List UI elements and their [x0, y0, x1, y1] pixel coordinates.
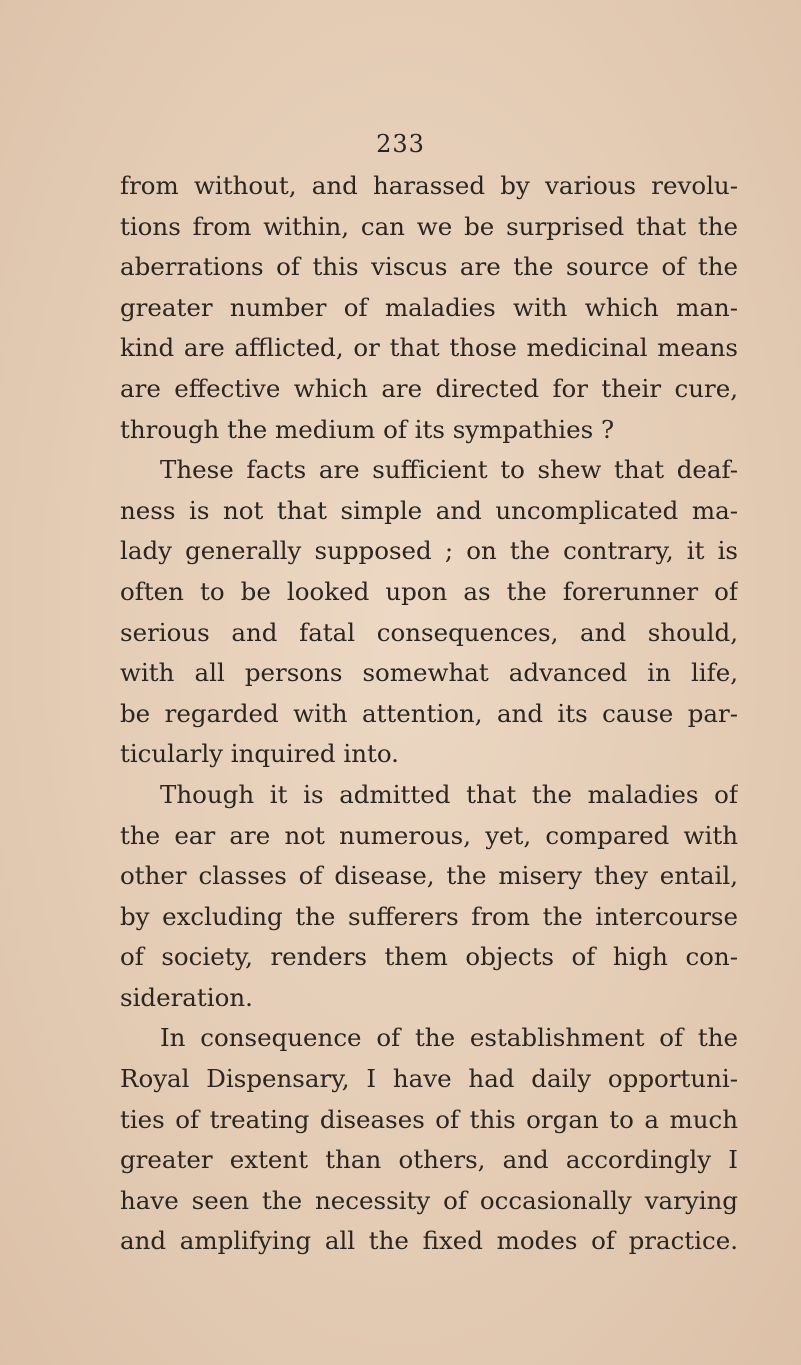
text-line: ness is not that simple and uncomplicated ma-	[120, 495, 738, 525]
text-line: kind are afflicted, or that those medicinal means	[120, 333, 738, 363]
text-line: through the medium of its sympathies ?	[120, 414, 615, 444]
text-line: other classes of disease, the misery they entail,	[120, 861, 738, 891]
text-line: greater number of maladies with which man-	[120, 292, 738, 322]
text-line: often to be looked upon as the forerunner of	[120, 576, 738, 606]
text-line: ties of treating diseases of this organ to a much	[120, 1104, 738, 1134]
text-line: have seen the necessity of occasionally varying	[120, 1185, 738, 1215]
text-line: ticularly inquired into.	[120, 739, 399, 769]
text-line: Though it is admitted that the maladies of	[160, 779, 738, 809]
text-line: with all persons somewhat advanced in life,	[120, 658, 738, 688]
text-line: greater extent than others, and accordingly I	[120, 1145, 738, 1175]
text-line: are effective which are directed for their cure,	[120, 373, 738, 403]
text-line: In consequence of the establishment of the	[160, 1023, 738, 1053]
text-line: sideration.	[120, 982, 253, 1012]
text-line: be regarded with attention, and its cause par-	[120, 698, 738, 728]
text-line: from without, and harassed by various revolu-	[120, 171, 738, 200]
text-line: aberrations of this viscus are the source of the	[120, 252, 738, 282]
text-line: These facts are sufficient to shew that deaf-	[160, 455, 738, 485]
text-line: serious and fatal consequences, and should,	[120, 617, 738, 647]
page-number: 233	[376, 130, 425, 158]
text-line: of society, renders them objects of high con-	[120, 942, 738, 972]
text-line: by excluding the sufferers from the intercourse	[120, 901, 738, 931]
text-line: lady generally supposed ; on the contrary, it is	[120, 536, 738, 566]
text-line: tions from within, can we be surprised that the	[120, 211, 738, 241]
body-text	[120, 166, 738, 1262]
text-line: Royal Dispensary, I have had daily opportuni-	[120, 1064, 738, 1094]
text-line: and amplifying all the fixed modes of practice.	[120, 1226, 738, 1256]
text-line: the ear are not numerous, yet, compared with	[120, 820, 738, 850]
